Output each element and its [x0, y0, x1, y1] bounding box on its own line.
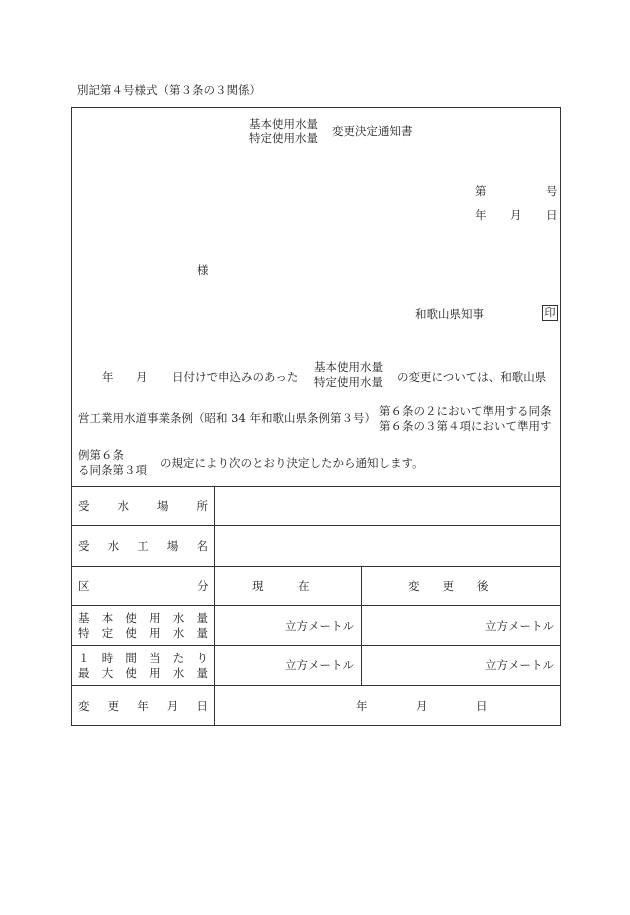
body-stack-basic: 基本使用水量	[314, 360, 383, 374]
title-suffix: 変更決定通知書	[332, 124, 413, 138]
table-top-rule	[72, 486, 560, 487]
body-article-ref1: 例第６条	[78, 448, 124, 462]
body-stack-specific: 特定使用水量	[314, 375, 383, 389]
label-division-left: 区	[78, 579, 90, 593]
body-applied: 日付けで申込みのあった	[172, 370, 299, 384]
addressee-sama: 様	[197, 263, 209, 277]
date-year: 年	[475, 208, 487, 222]
table-rule	[72, 525, 560, 526]
change-date-month: 月	[416, 699, 428, 713]
body-month: 月	[136, 370, 148, 384]
body-article-ref2: る同条第３項	[78, 463, 147, 477]
label-per-hour: １時間当たり	[78, 651, 208, 665]
seal-mark: 印	[542, 305, 558, 321]
number-dai: 第	[475, 184, 487, 198]
unit-current-hourly: 立方メートル	[285, 658, 354, 672]
form-caption: 別記第４号様式（第３条の３関係）	[77, 83, 261, 97]
table-rule	[72, 566, 560, 567]
header-current: 現 在	[252, 579, 310, 593]
label-specific-usage: 特定使用水量	[78, 626, 208, 640]
title-line-specific: 特定使用水量	[249, 131, 318, 145]
title-line-basic: 基本使用水量	[249, 117, 318, 131]
unit-after-hourly: 立方メートル	[485, 658, 554, 672]
label-basic-usage: 基本使用水量	[78, 611, 208, 625]
date-month: 月	[510, 208, 522, 222]
unit-after-basic: 立方メートル	[485, 619, 554, 633]
body-article-line2: 第６条の３第４項において準用す	[379, 419, 552, 433]
label-division-right: 分	[197, 579, 209, 593]
table-rule	[72, 605, 560, 606]
label-receiving-factory: 受 水 工 場 名	[78, 539, 208, 553]
label-max-usage: 最大使用水量	[78, 666, 208, 680]
change-date-year: 年	[356, 699, 368, 713]
header-after-change: 変 更 後	[408, 579, 489, 593]
number-go: 号	[546, 184, 558, 198]
label-change-date: 変更年月日	[78, 699, 208, 713]
table-rule	[72, 645, 560, 646]
body-year: 年	[102, 370, 114, 384]
change-date-day: 日	[476, 699, 488, 713]
body-closing: の規定により次のとおり決定したから通知します。	[160, 456, 424, 470]
notification-form	[71, 107, 561, 726]
table-column-rule	[361, 566, 362, 685]
body-article-line1: 第６条の２において準用する同条	[379, 404, 552, 418]
issuer-name: 和歌山県知事	[415, 307, 484, 321]
body-after-stack: の変更については、和歌山県	[397, 370, 547, 384]
table-rule	[72, 685, 560, 686]
table-column-rule	[214, 486, 215, 726]
date-day: 日	[546, 208, 558, 222]
body-ordinance: 営工業用水道事業条例（昭和 34 年和歌山県条例第３号）	[78, 411, 376, 425]
label-receiving-place: 受 水 場 所	[78, 499, 208, 513]
unit-current-basic: 立方メートル	[285, 619, 354, 633]
